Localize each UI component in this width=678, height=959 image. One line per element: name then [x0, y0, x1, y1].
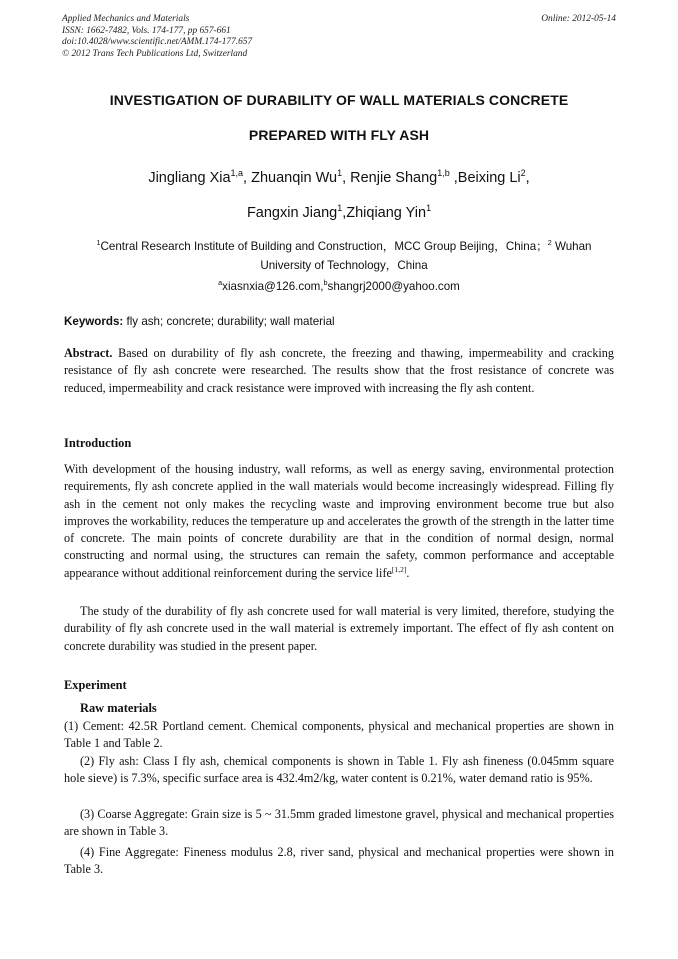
keywords: [64, 315, 335, 328]
author-emails: [62, 277, 616, 296]
introduction-paragraph-1: [64, 461, 614, 582]
issn-line: ISSN: 1662-7482, Vols. 174-177, pp 657-661: [62, 25, 231, 36]
affil-text: Wuhan: [551, 240, 592, 253]
author-affil-sup: 1,a: [230, 168, 244, 179]
author-name: Fangxin Jiang: [246, 205, 338, 221]
author-name: Jingliang Xia: [148, 170, 231, 186]
abstract: [64, 345, 614, 397]
authors-line-1: [62, 170, 616, 186]
affiliation: [72, 237, 616, 275]
author-affil-sup: 1,b: [437, 168, 450, 179]
author-name: , Renjie Shang: [342, 170, 438, 186]
paper-title-line-2: PREPARED WITH FLY ASH: [248, 127, 430, 143]
section-heading-introduction: Introduction: [64, 436, 132, 450]
online-date: Online: 2012-05-14: [541, 14, 616, 24]
author-name: ,Beixing Li: [449, 170, 521, 186]
paper-title-line-1: INVESTIGATION OF DURABILITY OF WALL MATERIALS CONCRETE: [109, 92, 569, 108]
journal-name: Applied Mechanics and Materials: [62, 14, 190, 24]
paragraph-text: With development of the housing industry, wall reforms, as well as energy saving, environmental protection requirements, fly ash concrete applied in the wall materials would become increasingly widespread. Filling fly ash in the cement not only makes the recycling waste and improving environment become true but also improves the workability, reduces the temperature up and accelerates the growth of the strength in the latter time of concrete. The main points of concrete durability are that in the condition of normal design, normal constructing and normal using, the structures can remain the safety, common performance and acceptable appearance without additional reinforcement during the service life: [64, 462, 614, 580]
subsection-heading-raw-materials: Raw materials: [80, 701, 157, 715]
author-affil-sup: 1: [337, 168, 343, 179]
author-name: , Zhuanqin Wu: [243, 170, 338, 186]
section-heading-experiment: Experiment: [64, 678, 127, 692]
introduction-paragraph-2: The study of the durability of fly ash concrete used for wall material is very limited, therefore, studying the durability of fly ash concrete used in the wall material is extremely important. The effect of fly ash content on concrete durability was studied in the present paper.: [64, 604, 614, 653]
author-separator: ,: [525, 170, 530, 186]
author-affil-sup: 1: [426, 203, 432, 214]
abstract-text: Based on durability of fly ash concrete, the freezing and thawing, impermeability and cracking resistance of fly ash concrete were researched. The results show that the frost resistance of concrete was reduced, impermeability and crack resistance were improved with increasing the fly ash content.: [64, 346, 614, 395]
email-sup: a: [218, 278, 223, 288]
doi-line: doi:10.4028/www.scientific.net/AMM.174-177.657: [62, 37, 253, 47]
affil-sup: 1: [96, 238, 101, 248]
raw-material-item-2: (2) Fly ash: Class I fly ash, chemical components is shown in Table 1. Fly ash fineness (0.045mm square hole sieve) is 7.3%, specific surface area is 432.4m2/kg, water content is 0.21%, water demand ratio is 95%.: [64, 754, 614, 786]
raw-material-item-3: (3) Coarse Aggregate: Grain size is 5 ~ 31.5mm graded limestone gravel, physical and mechanical properties are shown in Table 3.: [64, 807, 614, 839]
affil-text: Central Research Institute of Building and Construction，MCC Group Beijing，China；: [100, 240, 548, 253]
copyright-line: © 2012 Trans Tech Publications Ltd, Switzerland: [62, 48, 248, 59]
abstract-label: Abstract.: [64, 346, 113, 360]
email-link[interactable]: xiasnxia@126.com,: [222, 280, 324, 293]
citation[interactable]: [1,2]: [391, 564, 407, 574]
author-affil-sup: 1: [337, 203, 343, 214]
author-name: ,Zhiqiang Yin: [342, 205, 427, 221]
journal-header: [62, 14, 616, 60]
raw-material-item-4: (4) Fine Aggregate: Fineness modulus 2.8, river sand, physical and mechanical properties were shown in Table 3.: [64, 845, 614, 877]
authors-line-2: [62, 205, 616, 221]
keywords-label: Keywords:: [64, 315, 124, 328]
raw-material-item-1: (1) Cement: 42.5R Portland cement. Chemical components, physical and mechanical properties are shown in Table 1 and Table 2.: [64, 719, 614, 751]
author-affil-sup: 2: [520, 168, 526, 179]
paragraph-text: .: [406, 565, 410, 580]
email-link[interactable]: shangrj2000@yahoo.com: [327, 280, 460, 293]
affil-sup: 2: [547, 238, 552, 248]
keywords-text: fly ash; concrete; durability; wall material: [123, 315, 335, 328]
affil-text: University of Technology，China: [260, 259, 428, 272]
email-sup: b: [323, 278, 328, 288]
